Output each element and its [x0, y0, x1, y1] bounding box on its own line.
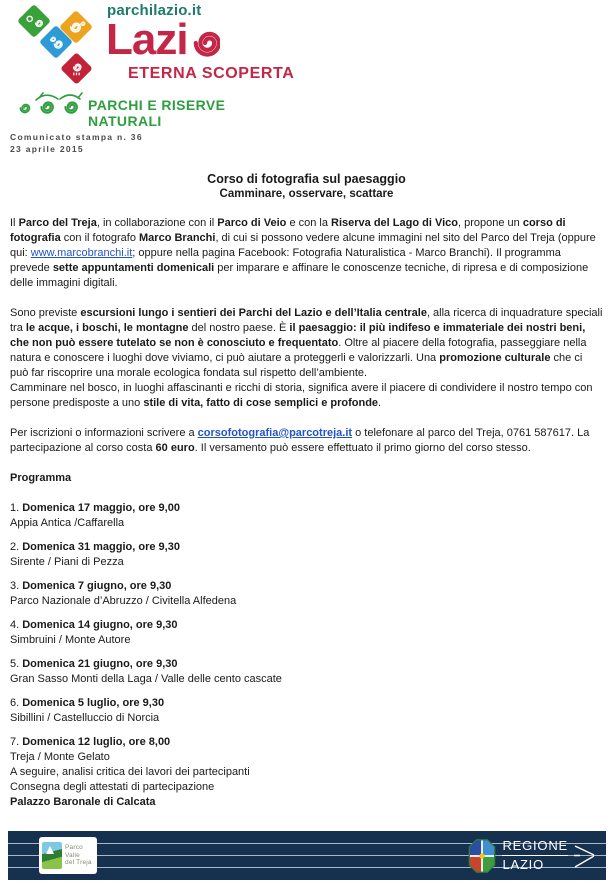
regione-line1: REGIONE	[502, 838, 568, 853]
program-item-number: 1.	[10, 502, 23, 514]
program-item-title	[10, 657, 603, 672]
press-date: 23 aprile 2015	[10, 143, 84, 154]
text-run: , propone un	[457, 217, 523, 229]
parco-valle-treja-logo	[39, 837, 97, 874]
text-run: con il fotografo	[60, 232, 140, 244]
press-number: Comunicato stampa n. 36	[10, 132, 143, 142]
text-run: del nostro paese. È	[188, 322, 290, 334]
program-item	[10, 696, 603, 726]
program-item-line: Treja / Monte Gelato	[10, 751, 110, 763]
text-run: . Il versamento può essere effettuato il primo giorno del corso stesso.	[194, 442, 531, 454]
article-body	[10, 172, 603, 835]
text-run: e con la	[286, 217, 332, 229]
bold-text-run: escursioni lungo i sentieri dei Parchi del Lazio e dell’Italia centrale	[80, 307, 427, 319]
diamond-red-icon	[60, 52, 93, 85]
program-item-title	[10, 579, 603, 594]
program-item-line: Palazzo Baronale di Calcata	[10, 796, 156, 808]
lazio-wordmark-text: Lazi	[106, 15, 188, 64]
article-title: Corso di fotografia sul paesaggio	[207, 172, 406, 186]
program-item-number: 3.	[10, 580, 23, 592]
program-item	[10, 735, 603, 810]
program-item-number: 4.	[10, 619, 23, 631]
regione-lazio-logo	[468, 836, 596, 875]
lazio-wordmark	[106, 15, 220, 64]
text-run: Sono previste	[10, 307, 81, 319]
regione-lazio-emblem-icon	[468, 838, 496, 874]
program-list	[10, 501, 603, 810]
program-item-number: 7.	[10, 736, 23, 748]
program-item-title	[10, 501, 603, 516]
regione-separator	[502, 855, 568, 856]
bold-text-run: le acque, i boschi, le montagne	[25, 322, 189, 334]
text-run: per imparare e affinare le conoscenze tecniche, di ripresa e di composizione delle immagini digitali.	[10, 262, 589, 289]
program-item-title	[10, 735, 603, 750]
program-item-date: Domenica 31 maggio, ore 9,30	[22, 541, 180, 553]
bold-text-run: stile di vita, fatto di cose semplici e profonde	[143, 397, 379, 409]
program-item-number: 2.	[10, 541, 23, 553]
press-release-header	[10, 132, 143, 155]
program-item-line: Simbruini / Monte Autore	[10, 634, 131, 646]
program-item	[10, 618, 603, 648]
logo-subtitle: PARCHI E RISERVE NATURALI	[88, 97, 226, 129]
program-item-line: Sirente / Piani di Pezza	[10, 556, 124, 568]
program-item	[10, 657, 603, 687]
treja-line2: Valle	[65, 851, 80, 859]
program-item-line: Parco Nazionale d’Abruzzo / Civitella Alfedena	[10, 595, 237, 607]
text-run: o telefonare al parco del Treja, 0761 587617. La partecipazione al corso costa	[10, 427, 590, 454]
treja-landscape-icon	[42, 842, 62, 869]
regione-lazio-text	[502, 838, 568, 873]
program-item	[10, 540, 603, 570]
footer-bar	[8, 831, 606, 880]
bold-text-run: Marco Branchi	[139, 232, 216, 244]
regione-line2: LAZIO	[502, 857, 545, 872]
owl-icon	[12, 92, 88, 125]
text-run: che ci può far riscoprire una morale ecologica fondata sul rispetto dell’ambiente.	[10, 352, 583, 379]
text-run: ; oppure nella pagina Facebook: Fotografia Naturalistica - Marco Branchi). Il programma prevede	[10, 247, 561, 274]
parchilazio-logo	[0, 0, 300, 130]
bold-text-run: sette appuntamenti domenicali	[52, 262, 215, 274]
program-item-line: Consegna degli attestati di partecipazione	[10, 781, 215, 793]
program-item	[10, 579, 603, 609]
text-run: Per iscrizioni o informazioni scrivere a	[10, 427, 198, 439]
bold-text-run: corso di fotografia	[10, 217, 566, 244]
program-item-number: 6.	[10, 697, 23, 709]
bold-text-run: Riserva del Lago di Vico	[331, 217, 458, 229]
text-run: . Oltre al piacere della fotografia, passeggiare nella natura e conoscere i luoghi dove viviamo, ci può aiutare a proteggerli e valorizzarli. Una	[10, 337, 587, 364]
program-item	[10, 501, 603, 531]
paragraph-enrollment	[10, 426, 603, 456]
bold-text-run: 60 euro	[155, 442, 195, 454]
paragraph-intro	[10, 216, 603, 291]
site-name: parchilazio.it	[107, 2, 202, 19]
program-item-title	[10, 696, 603, 711]
chevron-right-icon	[574, 838, 596, 874]
program-item-line: Sibillini / Castelluccio di Norcia	[10, 712, 160, 724]
text-run: , di cui si possono vedere alcune immagini nel sito del Parco del Treja (oppure qui:	[10, 232, 596, 259]
text-run: Camminare nel bosco, in luoghi affascinanti e ricchi di storia, significa avere il piacere di condividere il nostro tempo con persone predisposte a uno	[10, 382, 593, 409]
bold-text-run: Parco del Treja	[18, 217, 97, 229]
program-item-date: Domenica 5 luglio, ore 9,30	[22, 697, 165, 709]
text-run: .	[378, 397, 382, 409]
program-item-date: Domenica 12 luglio, ore 8,00	[22, 736, 171, 748]
text-run: , in collaborazione con il	[96, 217, 218, 229]
program-item-line: A seguire, analisi critica dei lavori dei partecipanti	[10, 766, 250, 778]
program-item-date: Domenica 17 maggio, ore 9,00	[22, 502, 180, 514]
program-item-number: 5.	[10, 658, 23, 670]
treja-line3: del Treja	[65, 859, 92, 867]
text-run: , alla ricerca di inquadrature speciali tra	[10, 307, 603, 334]
program-item-date: Domenica 21 giugno, ore 9,30	[22, 658, 178, 670]
bold-text-run: Parco di Veio	[217, 217, 287, 229]
paragraph-walking	[10, 381, 603, 411]
link[interactable]: corsofotografia@parcotreja.it	[197, 427, 353, 439]
program-item-date: Domenica 14 giugno, ore 9,30	[22, 619, 178, 631]
program-item-title	[10, 540, 603, 555]
program-item-title	[10, 618, 603, 633]
program-item-date: Domenica 7 giugno, ore 9,30	[22, 580, 172, 592]
text-run: Il	[10, 217, 19, 229]
paragraph-excursions	[10, 306, 603, 381]
treja-logo-text	[65, 844, 92, 867]
bold-text-run: promozione culturale	[439, 352, 551, 364]
program-item-line: Gran Sasso Monti della Laga / Valle delle cento cascate	[10, 673, 282, 685]
treja-line1: Parco	[65, 844, 83, 852]
bold-text-run: il paesaggio: il più indifeso e immateriale dei nostri beni, che non può essere tutelato se non è conosciuto e frequentato	[10, 322, 586, 349]
logo-tagline: ETERNA SCOPERTA	[128, 65, 295, 82]
lazio-o-spiral-icon	[190, 28, 220, 58]
article-subtitle: Camminare, osservare, scattare	[219, 188, 394, 200]
program-item-line: Appia Antica /Caffarella	[10, 517, 125, 529]
link[interactable]: www.marcobranchi.it	[30, 247, 133, 259]
program-heading: Programma	[10, 472, 72, 484]
